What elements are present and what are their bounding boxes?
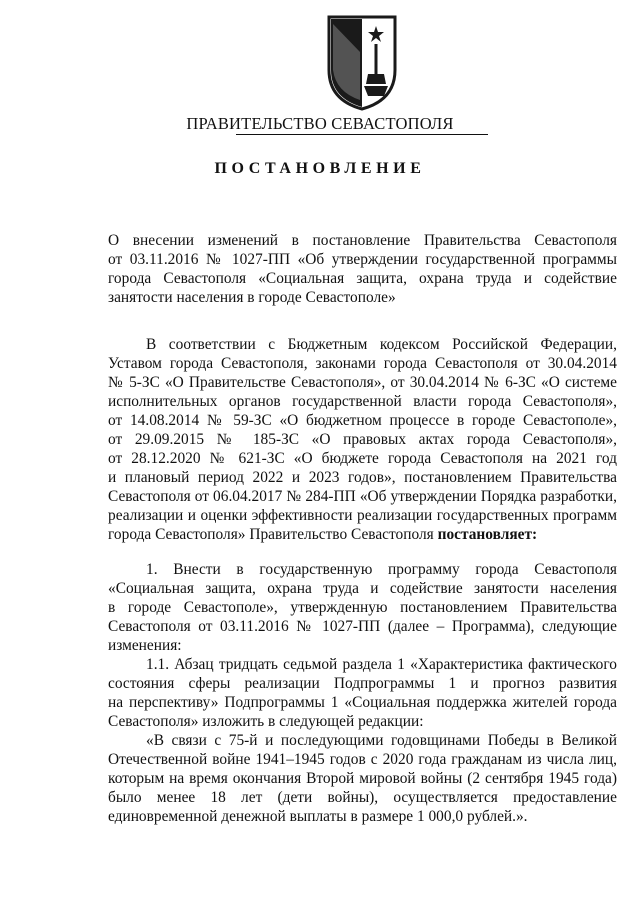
preamble-line: от 28.12.2020 № 621-ЗС «О бюджете города Севастополя на 2021 год [108, 450, 617, 467]
quote-line: которым на время окончания Второй мировой войны (2 сентября 1945 года) [108, 770, 617, 787]
preamble-final-line [108, 525, 617, 544]
preamble-line: Севастополя от 06.04.2017 № 284-ПП «Об утверждении Порядка разработки, [108, 488, 617, 505]
body-line: в городе Севастополе», утвержденную постановлением Правительства [108, 599, 617, 616]
preamble-line: исполнительных органов государственной власти города Севастополя», [108, 393, 617, 410]
subject-line: занятости населения в городе Севастополе» [108, 289, 396, 306]
preamble-line: от 29.09.2015 № 185-ЗС «О правовых актах города Севастополя», [108, 431, 617, 448]
title-underline [236, 134, 488, 135]
quote-line: Отечественной войне 1941–1945 годов с 2020 года гражданам из числа лиц, [108, 751, 617, 768]
body-line: Севастополя» изложить в следующей редакции: [108, 713, 424, 730]
body-line: 1. Внести в государственную программу города Севастополя [146, 561, 617, 578]
preamble-line: и плановый период 2022 и 2023 годов», постановлением Правительства [108, 469, 617, 486]
preamble-line: реализации и оценки эффективности реализации государственных программ [108, 507, 617, 524]
preamble-line: В соответствии с Бюджетным кодексом Российской Федерации, [146, 336, 617, 353]
body-line: 1.1. Абзац тридцать седьмой раздела 1 «Характеристика фактического [146, 656, 617, 673]
subject-line: О внесении изменений в постановление Правительства Севастополя [108, 232, 617, 249]
subject-line: города Севастополя «Социальная защита, охрана труда и содействие [108, 270, 617, 287]
quote-line: было менее 18 лет (дети войны), осуществляется предоставление [108, 789, 617, 806]
body-line: изменения: [108, 637, 182, 654]
preamble-paragraph [108, 335, 617, 544]
quote-line: «В связи с 75-й и последующими годовщинами Победы в Великой [146, 732, 617, 749]
preamble-line: Уставом города Севастополя, законами города Севастополя от 30.04.2014 [108, 355, 617, 372]
main-body [108, 560, 617, 826]
decree-keyword: постановляет: [437, 526, 538, 543]
preamble-final-text: города Севастополя» Правительство Севастополя [108, 526, 438, 543]
body-line: Севастополя от 03.11.2016 № 1027-ПП (далее – Программа), следующие [108, 618, 617, 635]
body-line: состояния сферы реализации Подпрограммы 1 и прогноз развития [108, 675, 617, 692]
document-subject [108, 231, 617, 307]
sevastopol-coat-of-arms-emblem [324, 12, 400, 112]
body-line: «Социальная защита, охрана труда и содействие занятости населения [108, 580, 617, 597]
preamble-line: № 5-ЗС «О Правительстве Севастополя», от 30.04.2014 № 6-ЗС «О системе [108, 374, 617, 391]
organization-title: ПРАВИТЕЛЬСТВО СЕВАСТОПОЛЯ [186, 114, 454, 133]
body-line: на перспективу» Подпрограммы 1 «Социальная поддержка жителей города [108, 694, 617, 711]
document-type-heading: ПОСТАНОВЛЕНИЕ [214, 160, 426, 177]
preamble-line: от 14.08.2014 № 59-ЗС «О бюджетном процессе в городе Севастополе», [108, 412, 617, 429]
subject-line: от 03.11.2016 № 1027-ПП «Об утверждении государственной программы [108, 251, 617, 268]
quote-line: единовременной денежной выплаты в размере 1 000,0 рублей.». [108, 808, 528, 825]
